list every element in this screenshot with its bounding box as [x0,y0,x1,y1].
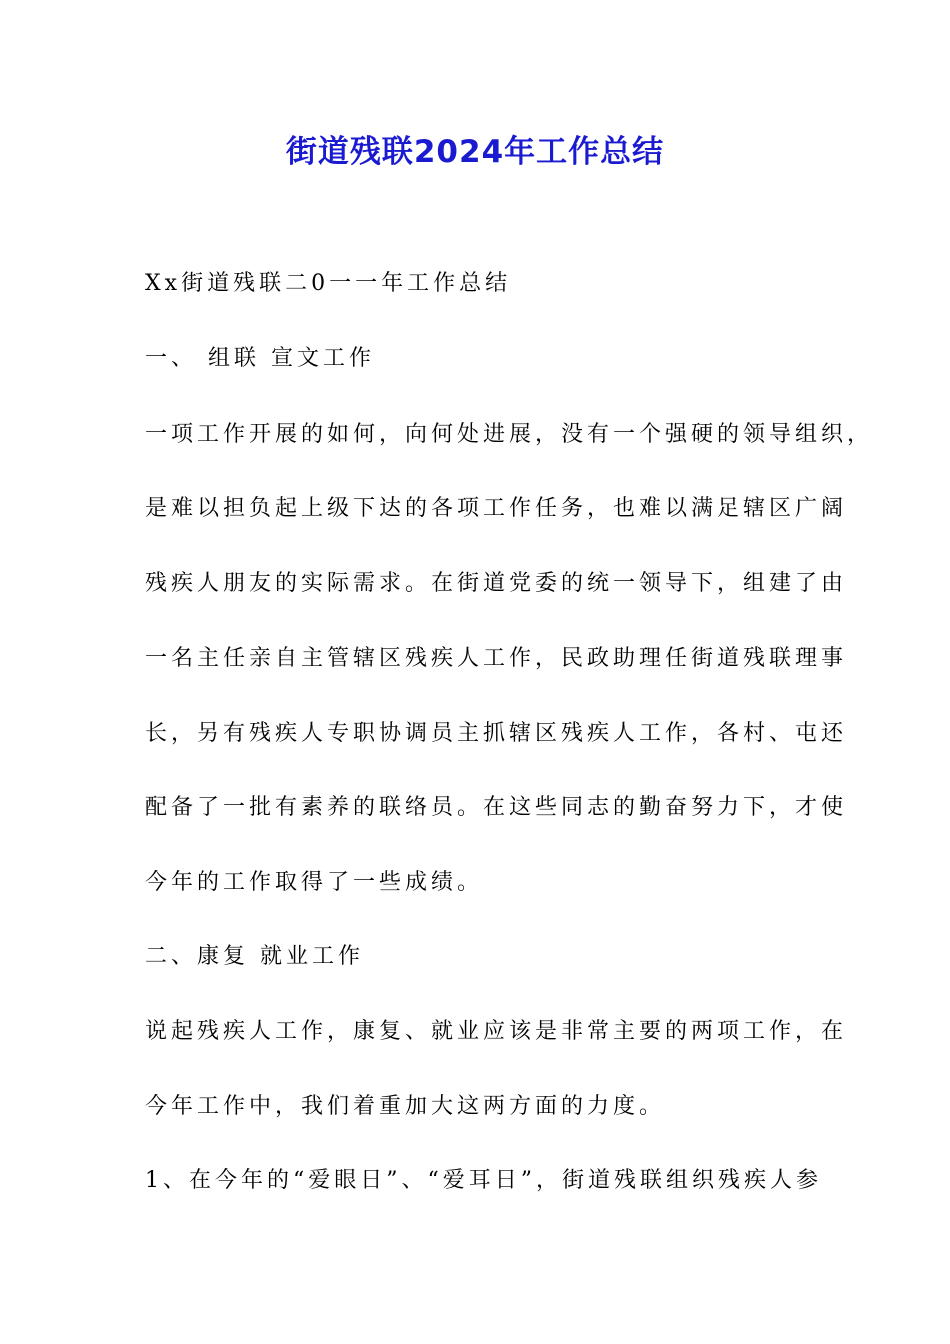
section-heading-2: 二、康复 就业工作 [145,944,364,969]
paragraph-line: 一项工作开展的如何，向何处进展，没有一个强硬的领导组织， [145,422,874,447]
document-subtitle: Xx街道残联二0一一年工作总结 [145,271,512,296]
paragraph-line: 今年的工作取得了一些成绩。 [145,870,484,895]
list-item-line: 1、在今年的“爱眼日”、“爱耳日”，街道残联组织残疾人参 [145,1168,822,1193]
paragraph-line: 残疾人朋友的实际需求。在街道党委的统一领导下，组建了由 [145,571,848,596]
paragraph-line: 说起残疾人工作，康复、就业应该是非常主要的两项工作，在 [145,1019,848,1044]
paragraph-line: 配备了一批有素养的联络员。在这些同志的勤奋努力下，才使 [145,795,848,820]
paragraph-line: 一名主任亲自主管辖区残疾人工作，民政助理任街道残联理事 [145,646,848,671]
paragraph-line: 今年工作中，我们着重加大这两方面的力度。 [145,1094,666,1119]
section-heading-1: 一、 组联 宣文工作 [145,346,375,371]
document-title: 街道残联2024年工作总结 [285,134,665,170]
paragraph-line: 长，另有残疾人专职协调员主抓辖区残疾人工作，各村、屯还 [145,721,848,746]
paragraph-line: 是难以担负起上级下达的各项工作任务，也难以满足辖区广阔 [145,496,848,521]
